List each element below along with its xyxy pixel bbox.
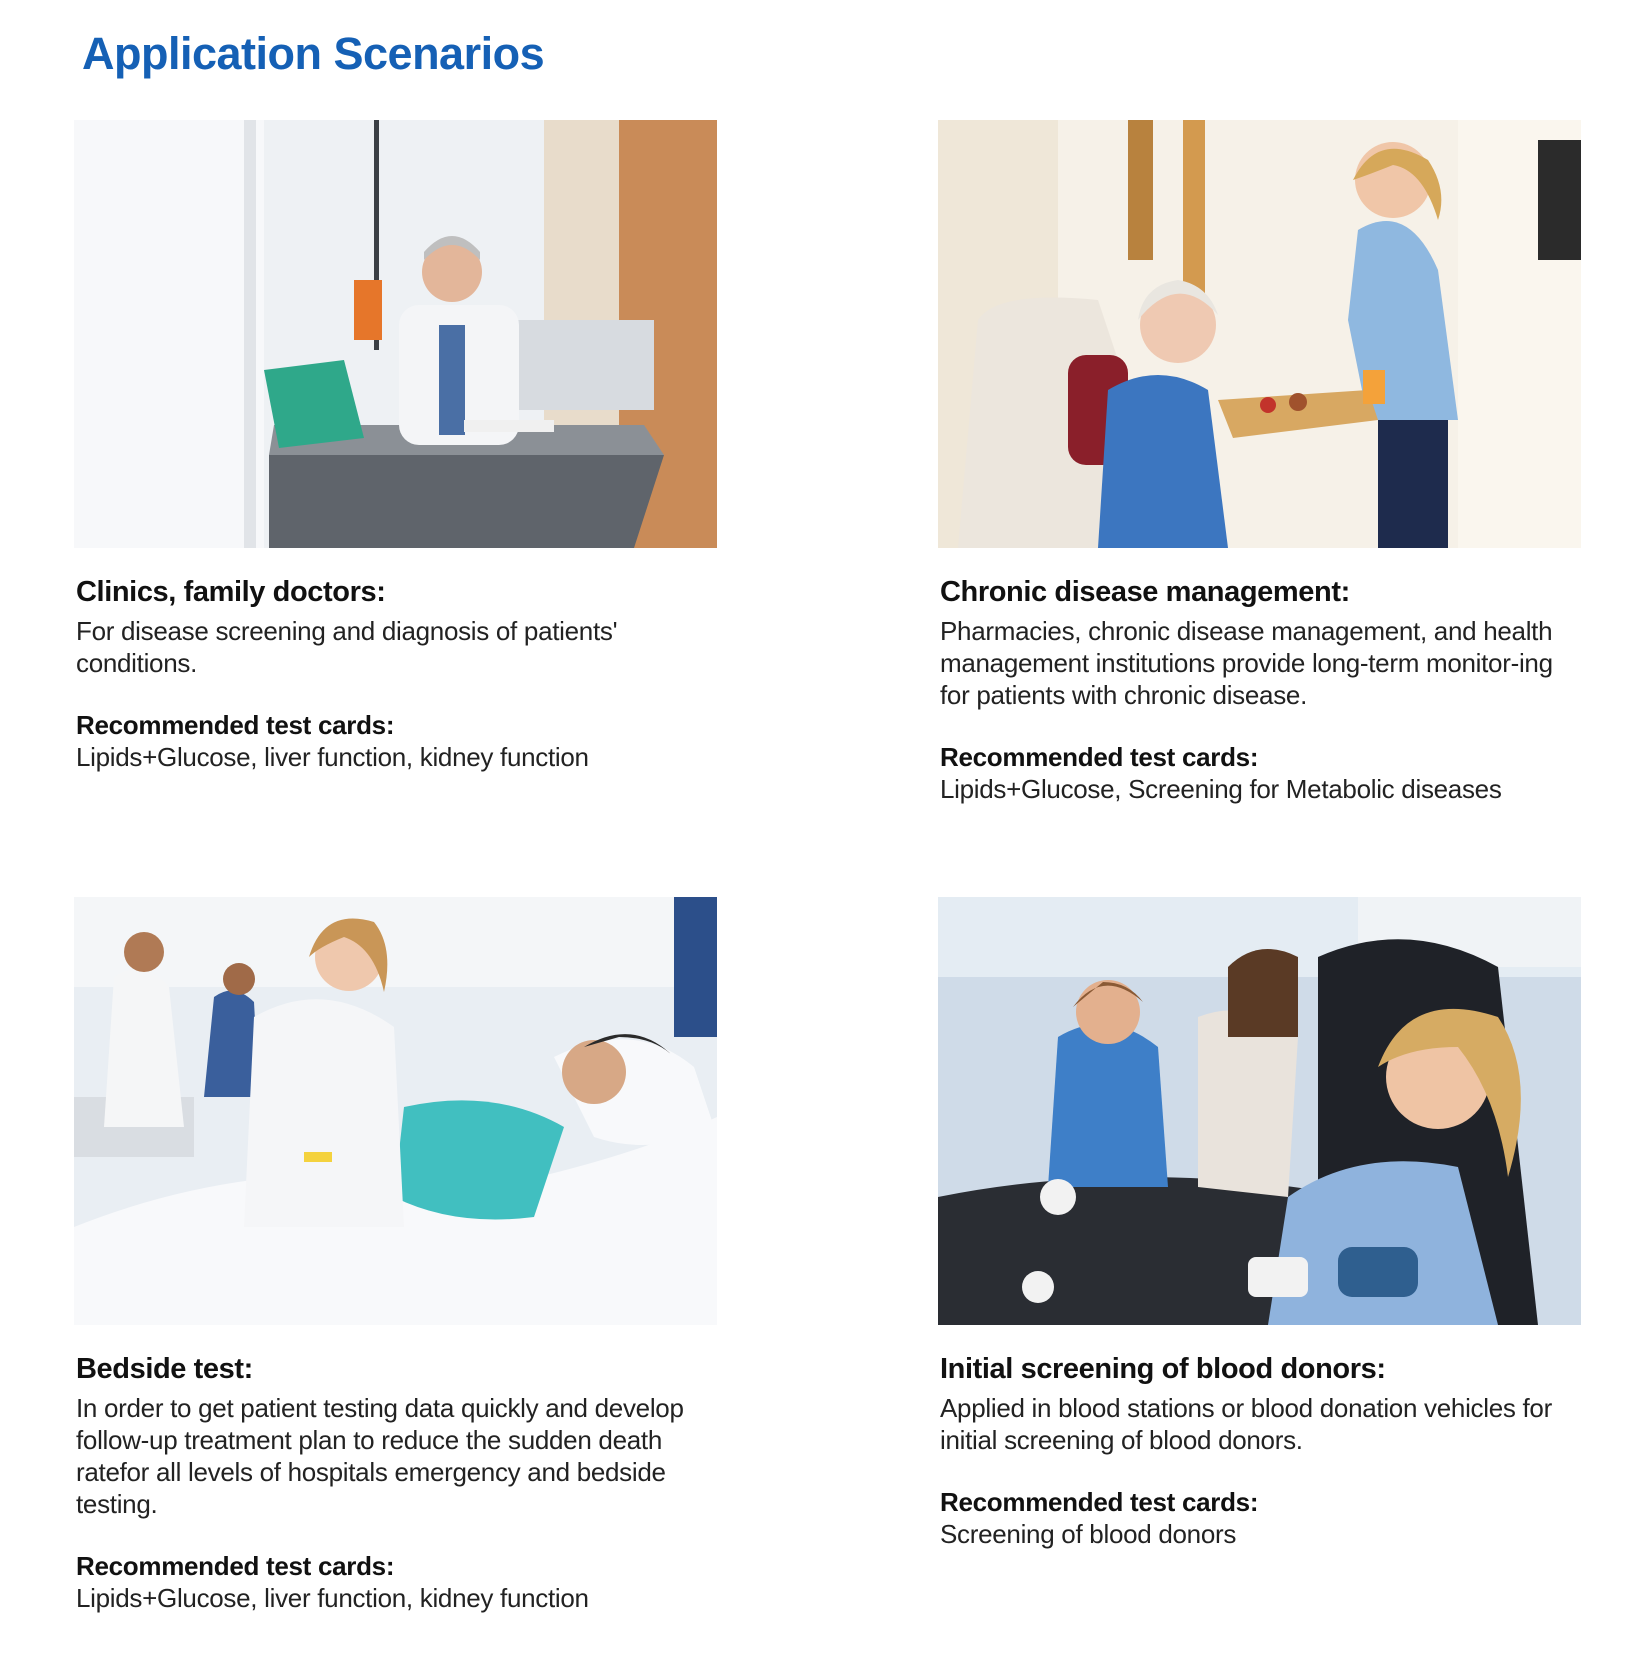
recommended-label: Recommended test cards: (76, 1551, 395, 1581)
photo-doctor-at-desk (74, 120, 717, 548)
photo-bedside-doctor (74, 897, 717, 1325)
scenario-clinics (74, 120, 724, 773)
scenario-description: Pharmacies, chronic disease management, and health management institutions provide long-term monitor-ing for patients with chronic disease. (940, 616, 1553, 710)
page-title: Application Scenarios (82, 28, 545, 79)
scenario-chronic-disease (938, 120, 1588, 805)
scenario-blood-donors (938, 897, 1588, 1550)
scenario-bedside (74, 897, 724, 1614)
recommended-label: Recommended test cards: (940, 742, 1259, 772)
scenario-description: Applied in blood stations or blood donation vehicles for initial screening of blood donors. (940, 1393, 1552, 1455)
nurse-serving-illustration (938, 120, 1581, 548)
doctor-at-desk-illustration (74, 120, 717, 548)
bedside-illustration (74, 897, 717, 1325)
recommended-value: Lipids+Glucose, liver function, kidney function (76, 742, 589, 772)
scenario-title: Initial screening of blood donors: (940, 1353, 1386, 1385)
photo-nurse-serving-patient (938, 120, 1581, 548)
recommended-value: Lipids+Glucose, Screening for Metabolic diseases (940, 774, 1502, 804)
recommended-value: Lipids+Glucose, liver function, kidney function (76, 1583, 589, 1613)
recommended-label: Recommended test cards: (940, 1487, 1259, 1517)
scenario-title: Bedside test: (76, 1353, 253, 1385)
scenario-title: Chronic disease management: (940, 576, 1350, 608)
recommended-value: Screening of blood donors (940, 1519, 1237, 1549)
scenario-description: In order to get patient testing data quickly and develop follow-up treatment plan to reduce the sudden death ratefor all levels of hospitals emergency and bedside testing. (76, 1393, 684, 1519)
recommended-label: Recommended test cards: (76, 710, 395, 740)
photo-blood-donation (938, 897, 1581, 1325)
scenario-title: Clinics, family doctors: (76, 576, 386, 608)
blood-donation-illustration (938, 897, 1581, 1325)
scenario-description: For disease screening and diagnosis of patients' conditions. (76, 616, 618, 678)
